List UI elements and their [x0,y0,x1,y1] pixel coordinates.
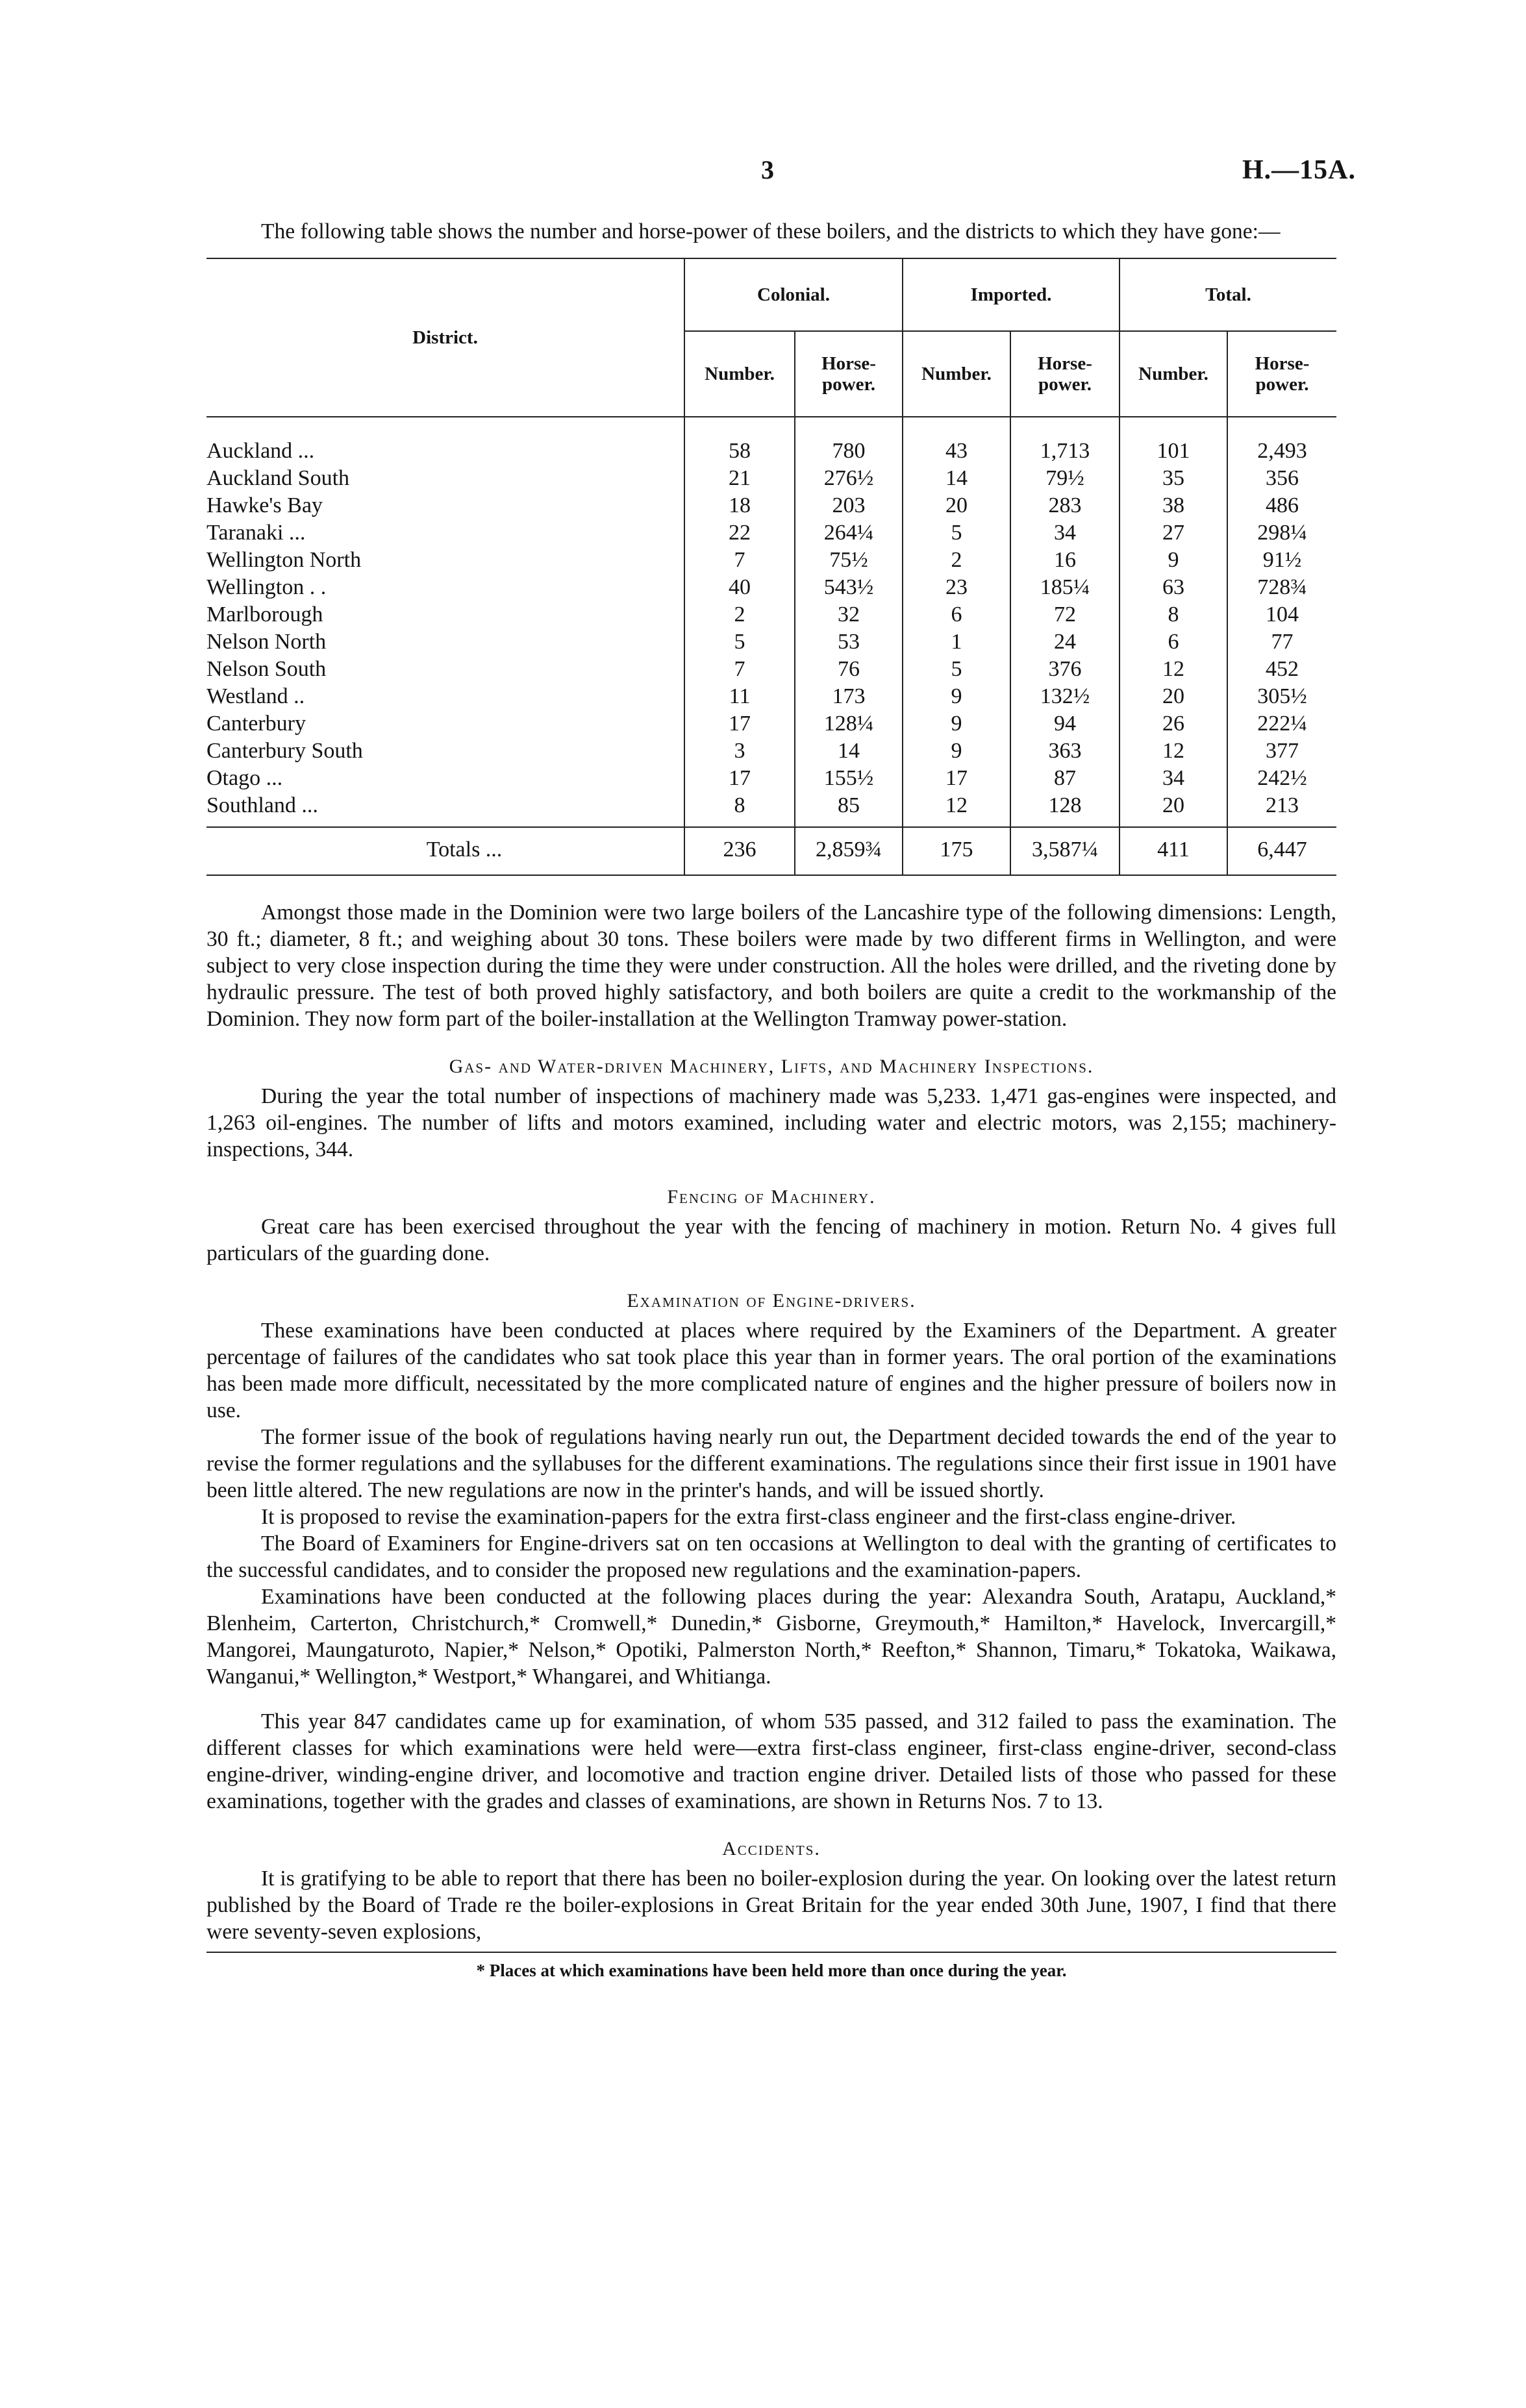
table-cell: 486 [1227,492,1336,519]
total-cell: 411 [1119,827,1227,875]
table-row [206,656,1336,683]
table-cell: 32 [795,601,903,628]
table-cell: 356 [1227,465,1336,492]
section-heading-fencing: Fencing of Machinery. [667,1186,876,1208]
page-number: 3 [761,155,774,184]
district-name: Wellington North [206,548,362,572]
table-cell: 8 [684,792,795,827]
table-cell: 20 [1119,792,1227,827]
table-cell: 543½ [795,574,903,601]
table-cell: 17 [684,765,795,792]
table-cell: 6 [1119,628,1227,656]
boiler-table-wrapper [206,258,1336,876]
district-name: Westland .. [206,684,305,708]
paragraph-exam-3: It is proposed to revise the examination-papers for the extra first-class engineer and the first-class engine-driver. [261,1505,1236,1529]
spacer [206,876,1336,899]
table-cell: 2 [903,547,1010,574]
table-cell: 5 [903,519,1010,547]
table-cell: 18 [684,492,795,519]
footnote-rule [206,1952,1336,1953]
table-cell: 9 [903,683,1010,710]
district-name: Auckland ... [206,439,315,463]
paragraph-exam-1: These examinations have been conducted at places where required by the Examiners of the Department. A greater percentage of failures of the candidates who sat took place this year than in former years. The oral portion of the examinations has been made more difficult, necessitated by the more complicated nature of engines and the higher pressure of boilers now in use. [206,1319,1336,1422]
table-cell: 58 [684,417,795,465]
table-cell: 1 [903,628,1010,656]
footnote: * Places at which examinations have been held more than once during the year. [476,1961,1067,1980]
total-group-header: Total. [1119,258,1336,331]
table-cell: 264¼ [795,519,903,547]
spacer [206,1690,1336,1708]
table-cell: 376 [1010,656,1119,683]
table-cell: 17 [903,765,1010,792]
paragraph-lancashire: Amongst those made in the Dominion were two large boilers of the Lancashire type of the following dimensions: Length, 30 ft.; diameter, 8 ft.; and weighing about 30 tons. These boilers were made by two different firms in Wellington, and were subject to very close inspection during the time they were under construction. All the holes were drilled, and the riveting done by hydraulic pressure. The test of both proved highly satisfactory, and both boilers are quite a credit to the workmanship of the Dominion. They now form part of the boiler-installation at the Wellington Tramway power-station. [206,900,1336,1031]
table-cell: 173 [795,683,903,710]
district-name: Southland ... [206,793,318,817]
table-row [206,792,1336,827]
table-cell: 94 [1010,710,1119,738]
table-cell: 5 [684,628,795,656]
page-header [0,155,1526,193]
table-cell: 155½ [795,765,903,792]
total-cell: 3,587¼ [1010,827,1119,875]
paragraph-accidents: It is gratifying to be able to report that there has been no boiler-explosion during the year. On looking over the latest return published by the Board of Trade re the boiler-explosions in Great Britain for the year ended 30th June, 1907, I find that there were seventy-seven explosions, [206,1867,1336,1944]
table-cell: 87 [1010,765,1119,792]
table-cell: 12 [1119,738,1227,765]
table-cell: 104 [1227,601,1336,628]
district-name: Nelson North [206,630,327,654]
total-number-header: Number. [1119,331,1227,417]
table-row [206,547,1336,574]
table-cell: 24 [1010,628,1119,656]
table-row [206,417,1336,465]
table-cell: 14 [903,465,1010,492]
totals-label: Totals ... [206,827,684,875]
table-cell: 43 [903,417,1010,465]
table-cell: 3 [684,738,795,765]
section-heading-accidents: Accidents. [722,1838,821,1859]
total-cell: 2,859¾ [795,827,903,875]
district-name: Taranaki ... [206,521,306,545]
table-cell: 20 [1119,683,1227,710]
table-intro: The following table shows the number and horse-power of these boilers, and the districts to which they have gone:— [261,219,1281,243]
table-cell: 11 [684,683,795,710]
table-cell: 7 [684,547,795,574]
table-cell: 363 [1010,738,1119,765]
district-name: Otago ... [206,766,283,790]
table-cell: 203 [795,492,903,519]
table-cell: 34 [1010,519,1119,547]
table-row [206,465,1336,492]
table-cell: 128¼ [795,710,903,738]
table-cell: 2,493 [1227,417,1336,465]
district-name: Canterbury [206,712,306,736]
table-cell: 53 [795,628,903,656]
colonial-number-header: Number. [684,331,795,417]
paragraph-fencing: Great care has been exercised throughout the year with the fencing of machinery in motion. Return No. 4 gives full particulars of the guarding done. [206,1215,1336,1265]
district-name: Nelson South [206,657,327,681]
table-cell: 5 [903,656,1010,683]
total-cell: 236 [684,827,795,875]
table-cell: 8 [1119,601,1227,628]
district-name: Auckland South [206,466,350,490]
totals-row [206,827,1336,875]
boiler-districts-table [206,258,1336,876]
page-body [206,218,1336,1981]
table-row [206,683,1336,710]
table-cell: 298¼ [1227,519,1336,547]
table-cell: 780 [795,417,903,465]
table-cell: 63 [1119,574,1227,601]
table-row [206,519,1336,547]
table-cell: 40 [684,574,795,601]
table-cell: 75½ [795,547,903,574]
table-cell: 85 [795,792,903,827]
table-cell: 20 [903,492,1010,519]
total-cell: 6,447 [1227,827,1336,875]
table-cell: 72 [1010,601,1119,628]
table-cell: 12 [1119,656,1227,683]
table-cell: 12 [903,792,1010,827]
table-cell: 34 [1119,765,1227,792]
table-cell: 9 [1119,547,1227,574]
table-cell: 728¾ [1227,574,1336,601]
table-cell: 22 [684,519,795,547]
table-cell: 76 [795,656,903,683]
total-horsepower-header: Horse-power. [1227,331,1336,417]
table-cell: 213 [1227,792,1336,827]
table-row [206,765,1336,792]
table-row [206,492,1336,519]
paragraph-exam-places: Examinations have been conducted at the following places during the year: Alexandra South, Aratapu, Auckland,* Blenheim, Carterton, Christchurch,* Cromwell,* Dunedin,* Gisborne, Greymouth,* Hamilton,* Havelock, Invercargill,* Mangorei, Maungaturoto, Napier,* Nelson,* Opotiki, Palmerston North,* Reefton,* Shannon, Timaru,* Tokatoka, Waikawa, Wanganui,* Wellington,* Westport,* Whangarei, and Whitianga. [206,1585,1336,1689]
table-row [206,738,1336,765]
district-column-header: District. [206,258,684,417]
table-cell: 242½ [1227,765,1336,792]
table-cell: 91½ [1227,547,1336,574]
total-cell: 175 [903,827,1010,875]
table-cell: 6 [903,601,1010,628]
colonial-horsepower-header: Horse-power. [795,331,903,417]
table-row [206,574,1336,601]
district-name: Wellington . . [206,575,327,599]
table-cell: 222¼ [1227,710,1336,738]
table-cell: 35 [1119,465,1227,492]
table-cell: 185¼ [1010,574,1119,601]
table-cell: 101 [1119,417,1227,465]
table-cell: 283 [1010,492,1119,519]
paragraph-candidates: This year 847 candidates came up for examination, of whom 535 passed, and 312 failed to pass the examination. The different classes for which examinations were held were—extra first-class engineer, first-class engine-driver, second-class engine-driver, winding-engine driver, and locomotive and traction engine driver. Detailed lists of those who passed for these examinations, together with the grades and classes of examinations, are shown in Returns Nos. 7 to 13. [206,1709,1336,1813]
table-cell: 27 [1119,519,1227,547]
table-cell: 23 [903,574,1010,601]
table-cell: 452 [1227,656,1336,683]
table-cell: 305½ [1227,683,1336,710]
district-name: Canterbury South [206,739,363,763]
table-cell: 79½ [1010,465,1119,492]
table-row [206,601,1336,628]
paragraph-exam-4: The Board of Examiners for Engine-drivers sat on ten occasions at Wellington to deal with the granting of certificates to the successful candidates, and to consider the proposed new regulations and the examination-papers. [206,1532,1336,1582]
table-cell: 276½ [795,465,903,492]
table-cell: 26 [1119,710,1227,738]
paragraph-gas-machinery: During the year the total number of inspections of machinery made was 5,233. 1,471 gas-engines were inspected, and 1,263 oil-engines. The number of lifts and motors examined, including water and electric motors, was 2,155; machinery-inspections, 344. [206,1084,1336,1161]
table-cell: 77 [1227,628,1336,656]
table-row [206,710,1336,738]
table-cell: 377 [1227,738,1336,765]
table-cell: 128 [1010,792,1119,827]
paragraph-exam-2: The former issue of the book of regulations having nearly run out, the Department decided towards the end of the year to revise the former regulations and the syllabuses for the different examinations. The regulations since their first issue in 1901 have been little altered. The new regulations are now in the printer's hands, and will be issued shortly. [206,1425,1336,1502]
section-heading-gas-machinery: Gas- and Water-driven Machinery, Lifts, and Machinery Inspections. [449,1056,1094,1077]
imported-horsepower-header: Horse-power. [1010,331,1119,417]
table-cell: 1,713 [1010,417,1119,465]
table-cell: 14 [795,738,903,765]
table-cell: 7 [684,656,795,683]
imported-number-header: Number. [903,331,1010,417]
table-cell: 16 [1010,547,1119,574]
table-cell: 17 [684,710,795,738]
table-cell: 9 [903,710,1010,738]
colonial-group-header: Colonial. [684,258,903,331]
document-reference: H.—15A. [1242,155,1356,185]
imported-group-header: Imported. [903,258,1119,331]
table-cell: 9 [903,738,1010,765]
table-cell: 132½ [1010,683,1119,710]
table-cell: 21 [684,465,795,492]
table-row [206,628,1336,656]
district-name: Hawke's Bay [206,493,323,517]
table-cell: 38 [1119,492,1227,519]
table-cell: 2 [684,601,795,628]
section-heading-examination: Examination of Engine-drivers. [627,1290,916,1311]
district-name: Marlborough [206,602,323,627]
